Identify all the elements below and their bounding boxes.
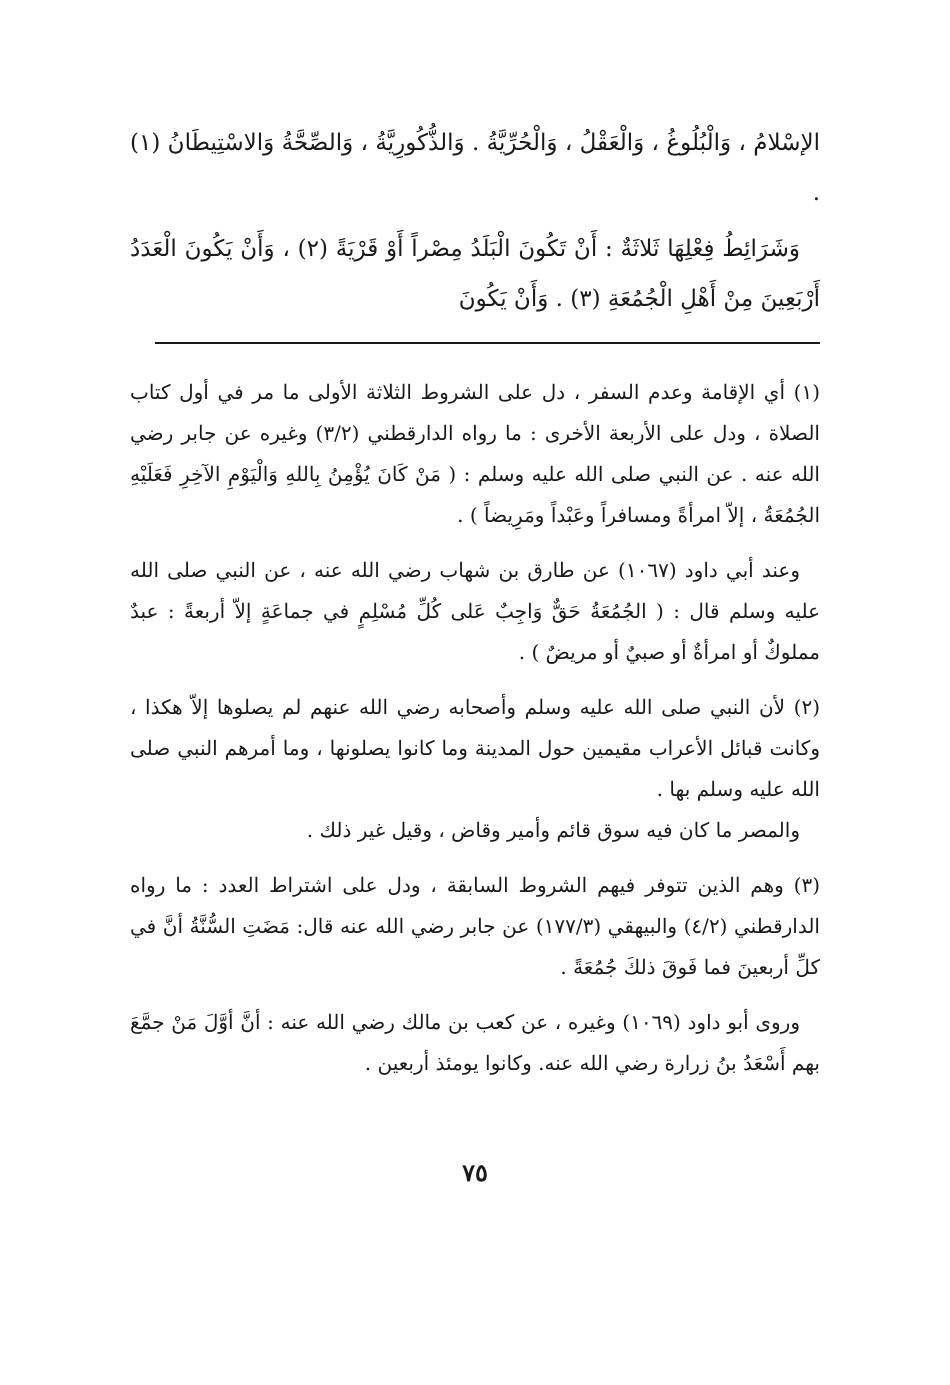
footnote-paragraph: وروى أبو داود (١٠٦٩) وغيره ، عن كعب بن مالك رضي الله عنه : أنَّ أوَّلَ مَنْ جمَّعَ بهم أَسْعَدُ بنُ زرارة رضي الله عنه. وكانوا يومئذ أربعين .: [130, 1010, 820, 1075]
footnote-paragraph: (٣) وهم الذين تتوفر فيهم الشروط السابقة ، ودل على اشتراط العدد : ما رواه الدارقطني (٤/٢) والبيهقي (١٧٧/٣) عن جابر رضي الله عنه قال: مَضَتِ السُّنَّةُ أنَّ في كلِّ أربعينَ فما فَوقَ ذلكَ جُمُعَةً .: [130, 873, 820, 979]
main-paragraph: وَشَرَائِطُ فِعْلِهَا ثَلاثَةٌ : أَنْ تَكُونَ الْبَلَدُ مِصْراً أَوْ قَرْيَةً (٢) ، وَأَنْ يَكُونَ الْعَدَدُ أَرْبَعِينَ مِنْ أَهْلِ الْجُمُعَةِ (٣) . وَأَنْ يَكُونَ: [130, 236, 820, 312]
footnote-divider: [155, 342, 820, 344]
main-text-section: [130, 118, 820, 330]
footnote-2: [130, 687, 820, 851]
footnotes-section: [130, 372, 820, 1098]
footnote-3: [130, 865, 820, 1084]
footnote-paragraph: وعند أبي داود (١٠٦٧) عن طارق بن شهاب رضي الله عنه ، عن النبي صلى الله عليه وسلم قال : ( الجُمُعَةُ حَقٌّ وَاجِبٌ عَلى كُلِّ مُسْلِمٍ في جماعَةٍ إلاّ أربعةً : عبدٌ مملوكٌ أو امرأةٌ أو صبيٌ أو مريضٌ ) .: [130, 558, 820, 664]
footnote-paragraph: (١) أي الإقامة وعدم السفر ، دل على الشروط الثلاثة الأولى ما مر في أول كتاب الصلاة ، ودل على الأربعة الأخرى : ما رواه الدارقطني (٣/٢) وغيره عن جابر رضي الله عنه . عن النبي صلى الله عليه وسلم : ( مَنْ كَانَ يُؤْمِنُ بِاللهِ وَالْيَوْمِ الآخِرِ فَعَلَيْهِ الجُمُعَةُ ، إلاّ امرأةً ومسافراً وعَبْداً ومَرِيضاً ) .: [130, 380, 820, 527]
page-number: ٧٥: [462, 1158, 488, 1187]
main-paragraph: الإسْلامُ ، وَالْبُلُوغُ ، وَالْعَقْلُ ، وَالْحُرِّيَّةُ . وَالذُّكُورِيَّةُ ، وَالصِّحَّةُ وَالاسْتِيطَانُ (١) .: [130, 130, 820, 206]
footnote-1: [130, 372, 820, 673]
footnote-paragraph: (٢) لأن النبي صلى الله عليه وسلم وأصحابه رضي الله عنهم لم يصلوها إلاّ هكذا ، وكانت قبائل الأعراب مقيمين حول المدينة وما كانوا يصلونها ، وما أمرهم النبي صلى الله عليه وسلم بها .: [130, 695, 820, 801]
footnote-paragraph: والمصر ما كان فيه سوق قائم وأمير وقاض ، وقيل غير ذلك .: [306, 818, 800, 842]
